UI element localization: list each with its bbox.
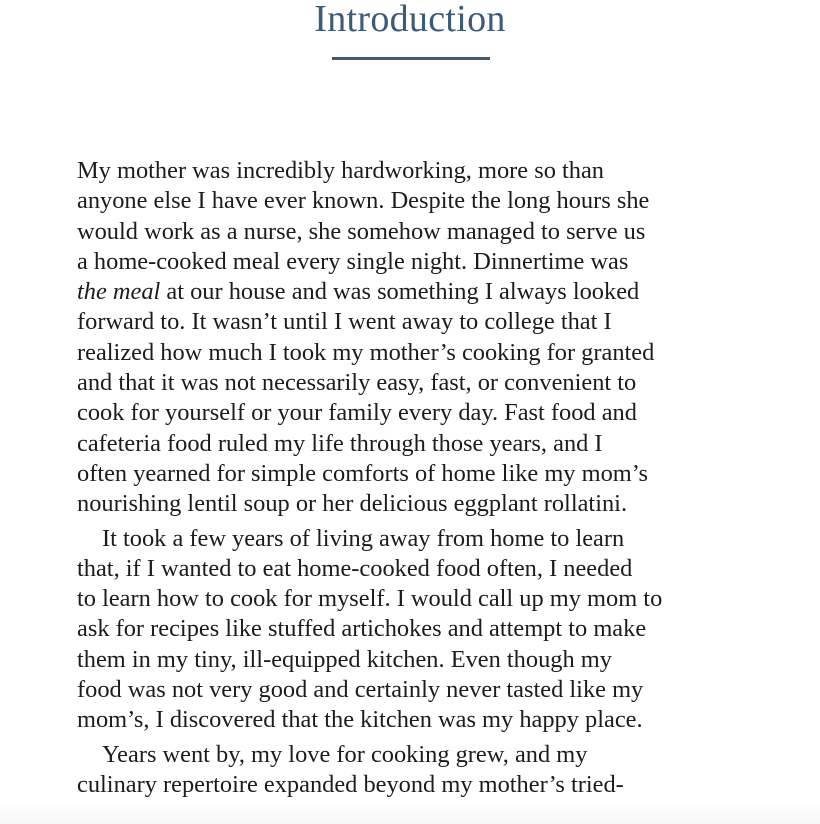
text-line: to learn how to cook for myself. I would call up my mom to bbox=[77, 585, 663, 613]
text-line: and that it was not necessarily easy, fast, or convenient to bbox=[77, 369, 637, 397]
text-line: often yearned for simple comforts of home like my mom’s bbox=[77, 459, 649, 487]
text-line: culinary repertoire expanded beyond my mother’s tried- bbox=[77, 770, 624, 798]
text-line: realized how much I took my mother’s cooking for granted bbox=[77, 338, 655, 366]
text-line: mom’s, I discovered that the kitchen was my happy place. bbox=[77, 706, 643, 734]
text-line: food was not very good and certainly never tasted like my bbox=[77, 676, 644, 704]
text-line: that, if I wanted to eat home-cooked food often, I needed bbox=[77, 554, 633, 582]
text-line: My mother was incredibly hardworking, more so than bbox=[77, 157, 604, 184]
text-line: them in my tiny, ill-equipped kitchen. Even though my bbox=[77, 645, 612, 673]
page-bottom-fade bbox=[0, 800, 820, 824]
paragraph bbox=[77, 740, 757, 801]
chapter-body bbox=[77, 156, 757, 800]
text-run: at our house and was something I always looked bbox=[160, 278, 640, 306]
text-line: forward to. It wasn’t until I went away to college that I bbox=[77, 308, 612, 336]
text-line: anyone else I have ever known. Despite the long hours she bbox=[77, 187, 650, 215]
text-line: Years went by, my love for cooking grew, and my bbox=[102, 740, 588, 768]
chapter-title: Introduction bbox=[314, 0, 506, 40]
text-line bbox=[77, 277, 757, 307]
text-line: would work as a nurse, she somehow managed to serve us bbox=[77, 217, 646, 245]
text-line: cafeteria food ruled my life through those years, and I bbox=[77, 429, 603, 457]
text-line: a home-cooked meal every single night. Dinnertime was bbox=[77, 247, 629, 275]
paragraph bbox=[77, 524, 757, 736]
text-line: It took a few years of living away from home to learn bbox=[102, 524, 625, 552]
paragraph bbox=[77, 156, 757, 520]
title-underline bbox=[332, 57, 490, 60]
italic-emphasis: the meal bbox=[77, 278, 161, 306]
text-line: ask for recipes like stuffed artichokes and attempt to make bbox=[77, 615, 647, 643]
text-line: nourishing lentil soup or her delicious eggplant rollatini. bbox=[77, 490, 628, 518]
text-line: cook for yourself or your family every day. Fast food and bbox=[77, 399, 637, 427]
